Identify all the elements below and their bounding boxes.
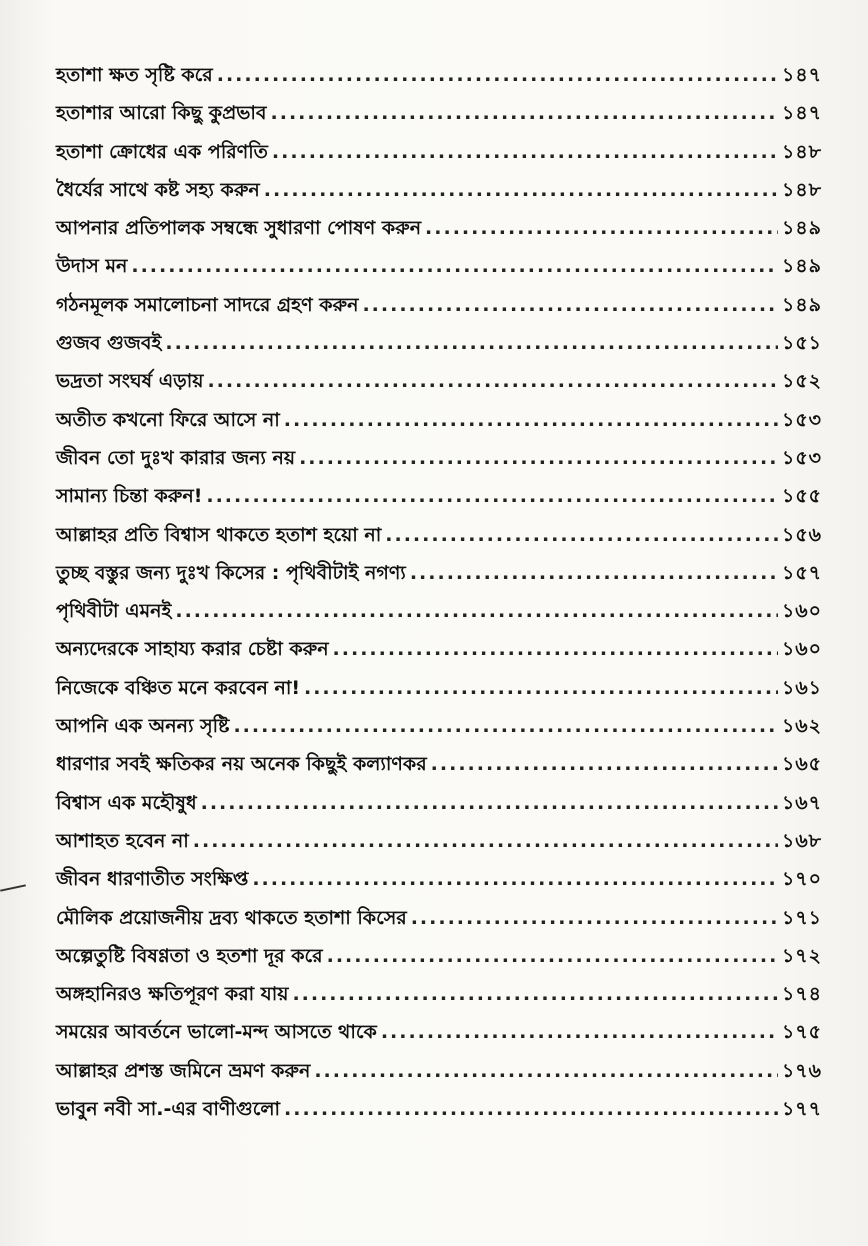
dot-leader xyxy=(193,822,778,860)
entry-page-number: ১৪৮ xyxy=(782,178,822,201)
toc-entry xyxy=(56,477,822,515)
entry-page-number: ১৭৪ xyxy=(781,983,822,1006)
entry-title: জীবন ধারণাতীত সংক্ষিপ্ত xyxy=(56,868,249,891)
entry-page-number: ১৪৯ xyxy=(782,293,822,316)
entry-title: অল্পেতুষ্টি বিষণ্ণতা ও হতশা দূর করে xyxy=(56,944,323,967)
table-of-contents xyxy=(56,56,822,1128)
entry-page-number: ১৫৫ xyxy=(782,485,822,508)
entry-page-number: ১৭৬ xyxy=(781,1059,822,1082)
toc-entry xyxy=(56,707,822,745)
dot-leader xyxy=(165,324,778,362)
toc-entry xyxy=(56,439,822,477)
entry-page-number: ১৭৫ xyxy=(781,1021,822,1044)
entry-title: হতাশা ক্রোধের এক পরিণতি xyxy=(56,140,268,163)
entry-title: অঙ্গহানিরও ক্ষতিপূরণ করা যায় xyxy=(56,983,289,1006)
entry-title: সামান্য চিন্তা করুন! xyxy=(56,485,203,508)
entry-title: ধারণার সবই ক্ষতিকর নয় অনেক কিছুই কল্যাণকর xyxy=(56,753,427,776)
entry-page-number: ১৪৯ xyxy=(782,217,822,240)
entry-title: আপনি এক অনন্য সৃষ্টি xyxy=(56,715,230,738)
dot-leader xyxy=(431,745,778,783)
dot-leader xyxy=(381,1013,778,1051)
dot-leader xyxy=(217,56,778,94)
entry-title: মৌলিক প্রয়োজনীয় দ্রব্য থাকতে হতাশা কিসের xyxy=(56,906,407,929)
dot-leader xyxy=(206,477,778,515)
dot-leader xyxy=(264,171,778,209)
entry-page-number: ১৬০ xyxy=(781,600,822,623)
dot-leader xyxy=(385,516,778,554)
entry-page-number: ১৪৯ xyxy=(782,255,822,278)
entry-page-number: ১৭৭ xyxy=(781,1098,822,1121)
toc-entry xyxy=(56,554,822,592)
toc-entry xyxy=(56,286,822,324)
entry-page-number: ১৫২ xyxy=(781,370,822,393)
toc-entry xyxy=(56,592,822,630)
toc-entry xyxy=(56,975,822,1013)
entry-page-number: ১৬০ xyxy=(781,638,822,661)
entry-page-number: ১৪৮ xyxy=(782,140,822,163)
dot-leader xyxy=(333,630,778,668)
toc-entry xyxy=(56,1052,822,1090)
entry-page-number: ১৭২ xyxy=(781,944,822,967)
dot-leader xyxy=(272,133,778,171)
dot-leader xyxy=(207,362,778,400)
entry-page-number: ১৭১ xyxy=(781,906,822,929)
toc-entry xyxy=(56,937,822,975)
toc-entry xyxy=(56,1013,822,1051)
dot-leader xyxy=(362,286,778,324)
entry-title: গঠনমূলক সমালোচনা সাদরে গ্রহণ করুন xyxy=(56,293,359,316)
entry-title: ভদ্রতা সংঘর্ষ এড়ায় xyxy=(56,370,204,393)
toc-entry xyxy=(56,822,822,860)
dot-leader xyxy=(304,669,778,707)
toc-entry xyxy=(56,516,822,554)
dot-leader xyxy=(425,209,778,247)
entry-page-number: ১৫৩ xyxy=(781,408,822,431)
entry-title: সময়ের আবর্তনে ভালো-মন্দ আসতে থাকে xyxy=(56,1021,377,1044)
entry-page-number: ১৬৫ xyxy=(781,753,822,776)
entry-page-number: ১৬২ xyxy=(781,715,822,738)
dot-leader xyxy=(314,1052,778,1090)
entry-page-number: ১৪৭ xyxy=(781,64,822,86)
dot-leader xyxy=(271,94,778,132)
entry-title: অতীত কখনো ফিরে আসে না xyxy=(56,408,280,431)
entry-page-number: ১৫৭ xyxy=(781,561,822,584)
entry-title: জীবন তো দুঃখ কারার জন্য নয় xyxy=(56,446,296,469)
entry-title: আপনার প্রতিপালক সম্বন্ধে সুধারণা পোষণ করুন xyxy=(56,217,422,240)
entry-title: তুচ্ছ বস্তুর জন্য দুঃখ কিসের : পৃথিবীটাই নগণ্য xyxy=(56,561,406,584)
dot-leader xyxy=(284,1090,778,1128)
dot-leader xyxy=(410,554,778,592)
toc-entry xyxy=(56,1090,822,1128)
entry-page-number: ১৬৭ xyxy=(781,791,822,814)
entry-title: হতাশা ক্ষত সৃষ্টি করে xyxy=(56,64,213,86)
entry-title: আল্লাহর প্রশস্ত জমিনে ভ্রমণ করুন xyxy=(56,1059,311,1082)
dot-leader xyxy=(411,899,778,937)
entry-title: পৃথিবীটা এমনই xyxy=(56,600,172,623)
toc-entry xyxy=(56,94,822,132)
entry-page-number: ১৬১ xyxy=(781,676,822,699)
dot-leader xyxy=(252,860,778,898)
entry-title: গুজব গুজবই xyxy=(56,332,162,355)
entry-title: আল্লাহর প্রতি বিশ্বাস থাকতে হতাশ হয়ো না xyxy=(56,523,382,546)
entry-title: ভাবুন নবী সা.-এর বাণীগুলো xyxy=(56,1098,281,1121)
toc-entry xyxy=(56,133,822,171)
toc-entry xyxy=(56,247,822,285)
toc-entry xyxy=(56,860,822,898)
toc-entry xyxy=(56,401,822,439)
entry-title: অন্যদেরকে সাহায্য করার চেষ্টা করুন xyxy=(56,638,329,661)
entry-page-number: ১৪৭ xyxy=(781,102,822,125)
toc-entry xyxy=(56,630,822,668)
toc-entry xyxy=(56,209,822,247)
entry-title: বিশ্বাস এক মহৌষুধ xyxy=(56,791,197,814)
entry-title: উদাস মন xyxy=(56,255,128,278)
toc-entry xyxy=(56,324,822,362)
entry-title: নিজেকে বঞ্চিত মনে করবেন না! xyxy=(56,676,300,699)
entry-title: ধৈর্যের সাথে কষ্ট সহ্য করুন xyxy=(56,178,260,201)
toc-entry xyxy=(56,669,822,707)
dot-leader xyxy=(201,784,778,822)
entry-title: হতাশার আরো কিছু কুপ্রভাব xyxy=(56,102,267,125)
dot-leader xyxy=(233,707,778,745)
entry-page-number: ১৫৩ xyxy=(781,446,822,469)
entry-title: আশাহত হবেন না xyxy=(56,829,189,852)
dot-leader xyxy=(284,401,778,439)
toc-entry xyxy=(56,745,822,783)
entry-page-number: ১৬৮ xyxy=(781,829,822,852)
dot-leader xyxy=(175,592,778,630)
entry-page-number: ১৫১ xyxy=(782,332,822,355)
entry-page-number: ১৫৬ xyxy=(781,523,822,546)
toc-entry xyxy=(56,899,822,937)
toc-entry xyxy=(56,171,822,209)
dot-leader xyxy=(292,975,778,1013)
dot-leader xyxy=(327,937,778,975)
entry-page-number: ১৭০ xyxy=(781,868,822,891)
toc-entry xyxy=(56,56,822,94)
toc-entry xyxy=(56,784,822,822)
toc-entry xyxy=(56,362,822,400)
margin-mark xyxy=(0,884,26,891)
dot-leader xyxy=(299,439,778,477)
dot-leader xyxy=(131,247,778,285)
